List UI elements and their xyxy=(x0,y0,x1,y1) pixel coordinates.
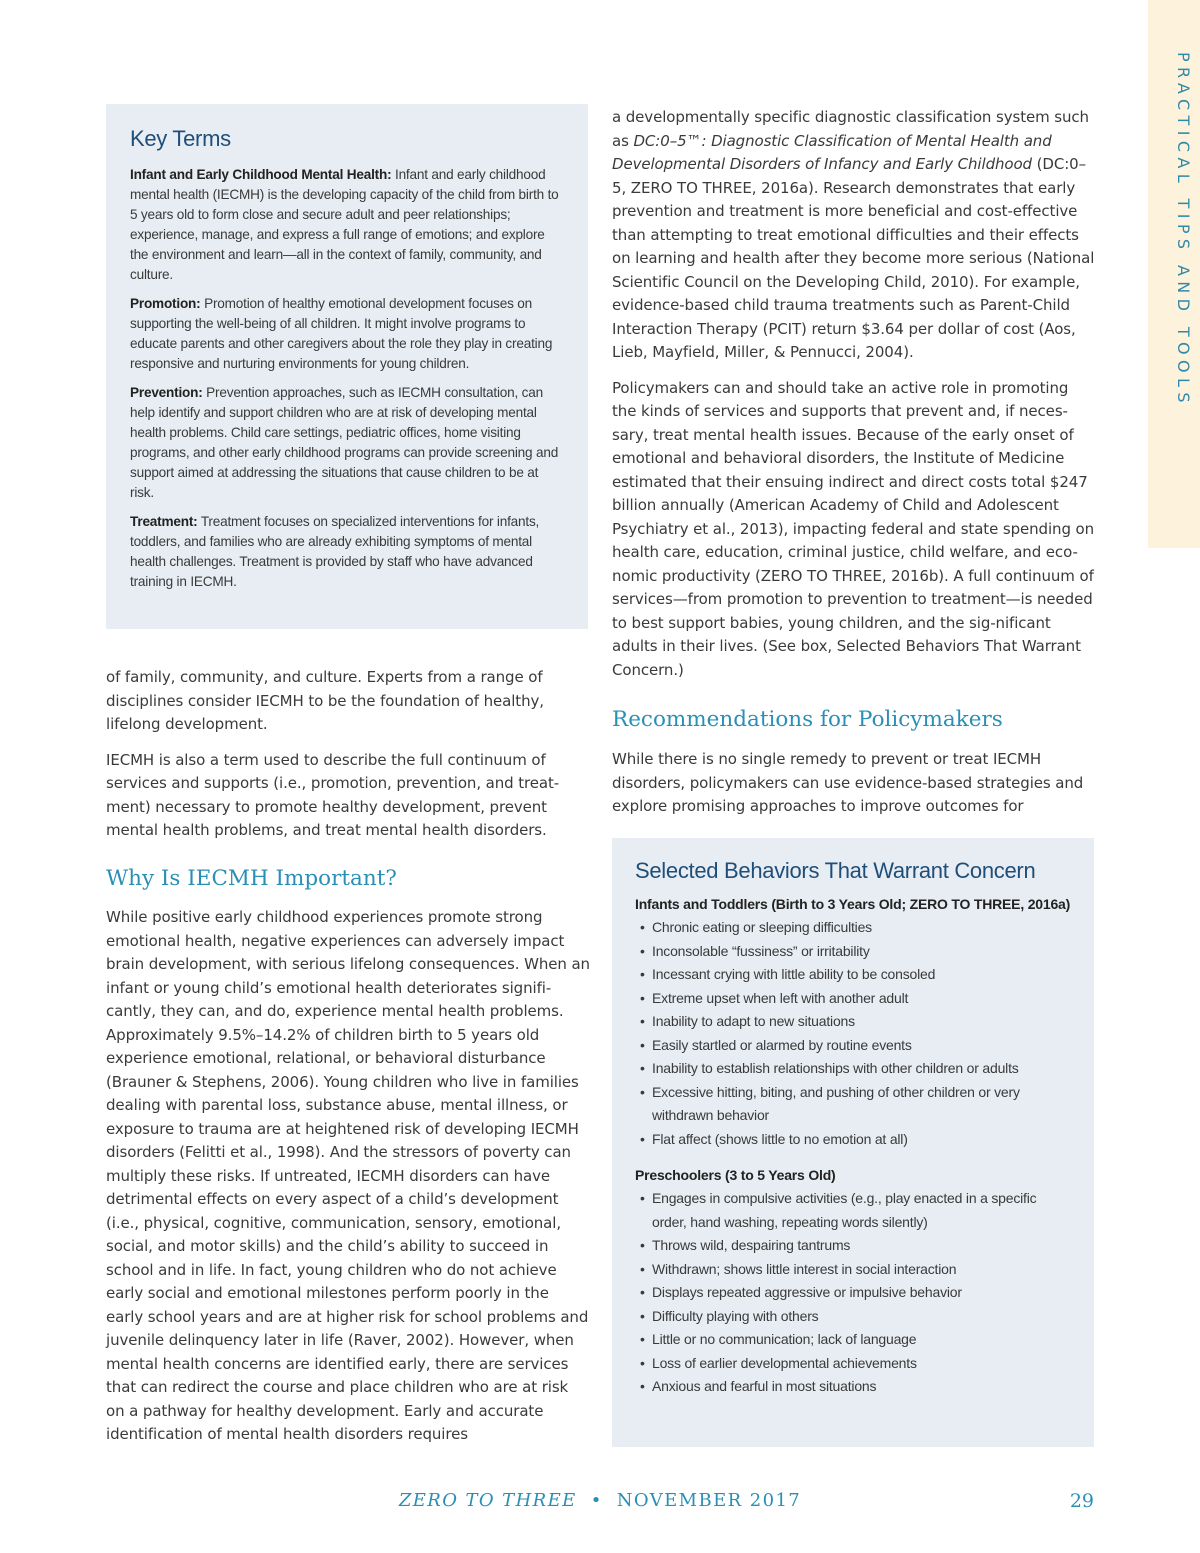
why-important-section xyxy=(106,866,590,891)
behaviors-title: Selected Behaviors That Warrant Concern xyxy=(635,858,1036,883)
key-term-prevention xyxy=(130,383,564,503)
right-column xyxy=(612,106,1096,694)
key-term-definition: Infant and early childhood mental health (IECMH) is the developing capacity of the child from birth to 5 years old to form close and secure adult and peer relationships; experience, manage, and express a full range of emotions; and explore the environment and learn—all in the context of family, community, and culture. xyxy=(130,167,559,282)
section-heading-why-iecmh: Why Is IECMH Important? xyxy=(106,866,397,891)
list-item: • Inability to adapt to new situations xyxy=(635,1010,1072,1034)
key-term-definition: Treatment focuses on specialized interventions for infants, toddlers, and families who are already exhibiting symptoms of mental health challenges. Treatment is provided by staff who have advanced training in IECMH. xyxy=(130,514,540,589)
body-paragraph: Policymakers can and should take an active role in promoting the kinds of services and supports that prevent and, if neces-sary, treat mental health issues. Because of the early onset of emotional and behavioral disorders, the Institute of Medicine estimated that their ensuing indirect and direct costs total $247 billion annually (American Academy of Child and Adolescent Psychiatry et al., 2013), impacting federal and state spending on health care, education, criminal justice, child welfare, and eco-nomic productivity (ZERO TO THREE, 2016b). A full continuum of services—from promotion to prevention to treatment—is needed to best support babies, young children, and the sig-nificant adults in their lives. (See box, Selected Behaviors That Warrant Concern.) xyxy=(612,378,1095,679)
key-term-definition: Promotion of healthy emotional development focuses on supporting the well-being of all children. It might involve programs to educate parents and other caregivers about the role they play in creating responsive and nurturing environments for young children. xyxy=(130,296,553,371)
behaviors-box xyxy=(612,838,1094,1447)
key-term-label: Prevention: xyxy=(130,385,203,400)
list-item: • Flat affect (shows little to no emotion at all) xyxy=(635,1128,1072,1152)
key-term-label: Treatment: xyxy=(130,514,198,529)
list-item: • Withdrawn; shows little interest in social interaction xyxy=(635,1258,1072,1282)
key-term-treatment xyxy=(130,512,564,592)
list-item: • Easily startled or alarmed by routine events xyxy=(635,1034,1072,1058)
list-item: • Throws wild, despairing tantrums xyxy=(635,1234,1072,1258)
section-label: PRACTICAL TIPS AND TOOLS xyxy=(1174,52,1193,408)
body-text: a developmentally specific diagnostic classification system such as xyxy=(612,108,1089,150)
infants-heading: Infants and Toddlers (Birth to 3 Years Old; ZERO TO THREE, 2016a) xyxy=(635,896,1071,912)
list-item: • Displays repeated aggressive or impulsive behavior xyxy=(635,1281,1072,1305)
dc05-title: DC:0–5™: Diagnostic Classification of Mental Health and Developmental Disorders of Infancy and Early Childhood xyxy=(612,131,1052,173)
body-paragraph xyxy=(612,106,1096,365)
list-item: • Incessant crying with little ability to be consoled xyxy=(635,963,1072,987)
key-term-label: Promotion: xyxy=(130,296,201,311)
key-terms-title: Key Terms xyxy=(130,126,231,151)
key-terms-box xyxy=(106,104,588,629)
footer-masthead xyxy=(0,1490,1200,1511)
list-item: • Inconsolable “fussiness” or irritability xyxy=(635,940,1072,964)
left-column xyxy=(106,666,590,855)
list-item: • Excessive hitting, biting, and pushing of other children or very withdrawn behavior xyxy=(635,1081,1072,1128)
page-number: 29 xyxy=(1069,1490,1094,1512)
section-heading-recommendations: Recommendations for Policymakers xyxy=(612,707,1003,732)
body-paragraph: IECMH is also a term used to describe the full continuum of services and supports (i.e., promotion, prevention, and treat-ment) necessary to promote healthy development, prevent mental health problems, and treat mental health disorders. xyxy=(106,750,560,839)
body-text: (DC:0–5, ZERO TO THREE, 2016a). Research demonstrates that early prevention and treatment is more beneficial and cost-effective than attempting to treat emotional difficulties and their effects on learning and health after they become more serious (National Scientific Council on the Developing Child, 2010). For example, evidence-based child trauma treatments such as Parent-Child Interaction Therapy (PCIT) return $3.64 per dollar of cost (Aos, Lieb, Mayfield, Miller, & Pennucci, 2004). xyxy=(612,155,1095,361)
list-item: • Anxious and fearful in most situations xyxy=(635,1375,1072,1399)
key-term-iecmh xyxy=(130,165,564,285)
body-paragraph: While there is no single remedy to prevent or treat IECMH disorders, policymakers can use evidence-based strategies and explore promising approaches to improve outcomes for xyxy=(612,750,1084,815)
body-paragraph: of family, community, and culture. Experts from a range of disciplines consider IECMH to be the foundation of healthy, lifelong development. xyxy=(106,668,544,733)
journal-name: ZERO TO THREE xyxy=(398,1490,577,1511)
list-item: • Engages in compulsive activities (e.g., play enacted in a specific order, hand washing, repeating words silently) xyxy=(635,1187,1072,1234)
key-term-definition: Prevention approaches, such as IECMH consultation, can help identify and support children who are at risk of developing mental health problems. Child care settings, pediatric offices, home visiting programs, and other early childhood programs can provide screening and support aimed at addressing the situations that cause children to be at risk. xyxy=(130,385,559,500)
list-item: • Chronic eating or sleeping difficulties xyxy=(635,916,1072,940)
list-item: • Extreme upset when left with another adult xyxy=(635,987,1072,1011)
list-item: • Inability to establish relationships with other children or adults xyxy=(635,1057,1072,1081)
issue-date: NOVEMBER 2017 xyxy=(616,1490,802,1511)
list-item: • Little or no communication; lack of language xyxy=(635,1328,1072,1352)
key-term-promotion xyxy=(130,294,564,374)
list-item: • Loss of earlier developmental achievements xyxy=(635,1352,1072,1376)
body-paragraph: While positive early childhood experiences promote strong emotional health, negative experiences can adversely impact brain development, with serious lifelong consequences. When an infant or young child’s emotional health deteriorates signifi-cantly, they can, and do, experience mental health problems. Approximately 9.5%–14.2% of children birth to 5 years old experience emotional, relational, or behavioral disturbance (Brauner & Stephens, 2006). Young children who live in families dealing with parental loss, substance abuse, mental illness, or exposure to trauma are at heightened risk of developing IECMH disorders (Felitti et al., 1998). And the stressors of poverty can multiply these risks. If untreated, IECMH disorders can have detrimental effects on every aspect of a child’s development (i.e., physical, cognitive, communication, sensory, emotional, social, and motor skills) and the child’s ability to succeed in school and in life. In fact, young children who do not achieve early social and emotional milestones perform poorly in the early school years and are at higher risk for school problems and juvenile delinquency later in life (Raver, 2002). However, when mental health concerns are identified early, there are services that can redirect the course and place children who are at risk on a pathway for healthy development. Early and accurate identification of mental health disorders requires xyxy=(106,908,590,1443)
list-item: • Difficulty playing with others xyxy=(635,1305,1072,1329)
recommendations-body xyxy=(612,748,1096,831)
preschool-list xyxy=(635,1187,1072,1399)
key-term-label: Infant and Early Childhood Mental Health: xyxy=(130,167,392,182)
recommendations-section xyxy=(612,707,1096,732)
page-footer xyxy=(0,1490,1200,1516)
infants-list xyxy=(635,916,1072,1151)
why-important-body xyxy=(106,906,590,1459)
footer-separator: • xyxy=(590,1490,603,1511)
preschool-heading: Preschoolers (3 to 5 Years Old) xyxy=(635,1167,836,1183)
